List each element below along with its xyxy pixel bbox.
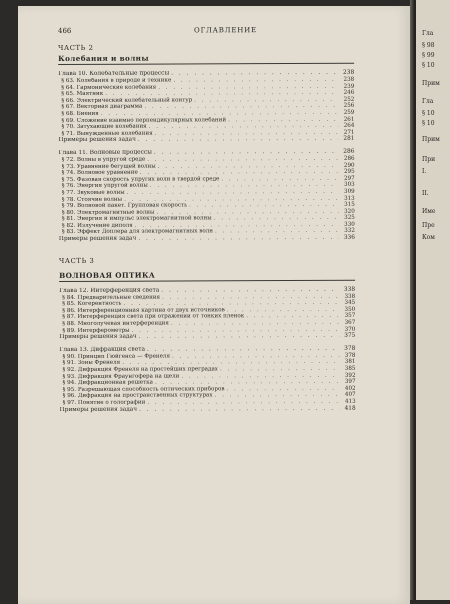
right-page-fragment: Гла <box>422 30 434 37</box>
part-title: ВОЛНОВАЯ ОПТИКА <box>59 270 156 280</box>
part-label: ЧАСТЬ 2 <box>58 43 94 52</box>
toc-examples: Примеры решения задач . . . 418 <box>60 405 356 413</box>
toc-section: § 72. Волны в упругой среде . . . 286 <box>59 156 355 164</box>
right-page-fragment: § 10 <box>422 62 435 69</box>
toc-section: § 69. Сложение взаимно перпендикулярных колебаний . . . 261 <box>58 116 354 124</box>
toc-section: § 64. Гармонические колебания . . . 239 <box>58 83 354 91</box>
right-page <box>416 0 450 600</box>
chapter-heading: Глава 11. Волновые процессы . . . 286 <box>59 149 355 157</box>
toc-content <box>58 26 356 413</box>
toc-section: § 96. Дифракция на пространственных структурах . . . 407 <box>60 392 356 400</box>
chapter-heading: Глава 10. Колебательные процессы . . . 238 <box>58 70 354 78</box>
toc-section: § 65. Маятник . . . 246 <box>58 90 354 98</box>
toc-section: § 92. Дифракция Френеля на простейших преградах . . . 385 <box>59 366 355 374</box>
part-underline <box>59 279 355 281</box>
chapter-heading: Глава 13. Дифракция света . . . 378 <box>59 346 355 354</box>
right-page-fragment: § 10 <box>422 120 435 127</box>
right-page-fragment: § 99 <box>422 52 435 59</box>
toc-section: § 95. Разрешающая способность оптических приборов . . . 402 <box>60 385 356 393</box>
right-page-fragment: При <box>422 156 436 163</box>
right-page-fragment: Гла <box>422 98 434 105</box>
toc-section: § 68. Биения . . . 259 <box>58 110 354 118</box>
toc-section: § 84. Предварительные сведения . . . 338 <box>59 293 355 301</box>
part-underline <box>58 63 354 65</box>
toc-section: § 71. Вынужденные колебания . . . 271 <box>58 129 354 137</box>
page-number: 466 <box>58 26 72 35</box>
toc-section: § 85. Когерентность . . . 345 <box>59 300 355 308</box>
toc-section: § 88. Многолучевая интерференция . . . 367 <box>59 320 355 328</box>
toc-section: § 63. Колебания в природе и технике . . . 238 <box>58 77 354 85</box>
right-page-fragment: Прим <box>422 136 440 143</box>
toc-section: § 83. Эффект Доплера для электромагнитных волн . . . 332 <box>59 228 355 236</box>
toc-section: § 73. Уравнение бегущей волны . . . 290 <box>59 162 355 170</box>
toc-section: § 79. Волновой пакет. Групповая скорость . . . 315 <box>59 202 355 210</box>
toc-section: § 87. Интерференция света при отражении от тонких пленок . . . 357 <box>59 313 355 321</box>
toc-section: § 97. Понятие о голографии . . . 413 <box>60 399 356 407</box>
part-3 <box>59 255 356 413</box>
toc-section: § 89. Интерферометры . . . 370 <box>59 326 355 334</box>
right-page-fragment: Прим <box>422 80 440 87</box>
toc-section: § 74. Волновое уравнение . . . 295 <box>59 169 355 177</box>
running-title: ОГЛАВЛЕНИЕ <box>193 26 257 35</box>
right-page-fragment: II. <box>422 190 429 197</box>
right-page-fragment: Пре <box>422 222 435 229</box>
toc-section: § 67. Векторная диаграмма . . . 256 <box>58 103 354 111</box>
toc-section: § 93. Дифракция Фраунгофера на щели . . . 392 <box>60 372 356 380</box>
toc-section: § 86. Интерференционная картина от двух источников . . . 350 <box>59 307 355 315</box>
toc-section: § 70. Затухающие колебания . . . 264 <box>58 123 354 131</box>
toc-examples: Примеры решения задач . . . 336 <box>59 235 355 243</box>
page-header <box>58 26 354 41</box>
toc-section: § 94. Дифракционная решетка . . . 397 <box>60 379 356 387</box>
toc-examples: Примеры решения задач . . . 281 <box>58 136 354 144</box>
toc-section: § 66. Электрический колебательный контур . . . 252 <box>58 96 354 104</box>
right-page-fragment: § 10 <box>422 110 435 117</box>
right-page-fragment: Име <box>422 208 436 215</box>
toc-section: § 91. Зоны Френеля . . . 381 <box>59 359 355 367</box>
toc-section: § 75. Фазовая скорость упругих волн в твердой среде . . . 297 <box>59 175 355 183</box>
toc-section: § 81. Энергия и импульс электромагнитной волны . . . 325 <box>59 215 355 223</box>
toc-section: § 82. Излучение диполя . . . 330 <box>59 222 355 230</box>
right-page-fragment: I. <box>422 168 427 175</box>
chapter-heading: Глава 12. Интерференция света . . . 338 <box>59 286 355 294</box>
toc-section: § 77. Звуковые волны . . . 309 <box>59 189 355 197</box>
toc-section: § 80. Электромагнитные волны . . . 320 <box>59 208 355 216</box>
part-2 <box>58 43 355 243</box>
right-page-fragment: § 98 <box>422 42 435 49</box>
right-page-fragment: Ком <box>422 234 435 241</box>
toc-section: § 78. Стоячие волны . . . 313 <box>59 195 355 203</box>
part-title: Колебания и волны <box>58 53 149 63</box>
toc-examples: Примеры решения задач . . . 375 <box>59 333 355 341</box>
part-label: ЧАСТЬ 3 <box>59 256 95 265</box>
toc-section: § 76. Энергия упругой волны . . . 303 <box>59 182 355 190</box>
toc-section: § 90. Принцип Гюйгенса — Френеля . . . 378 <box>59 353 355 361</box>
